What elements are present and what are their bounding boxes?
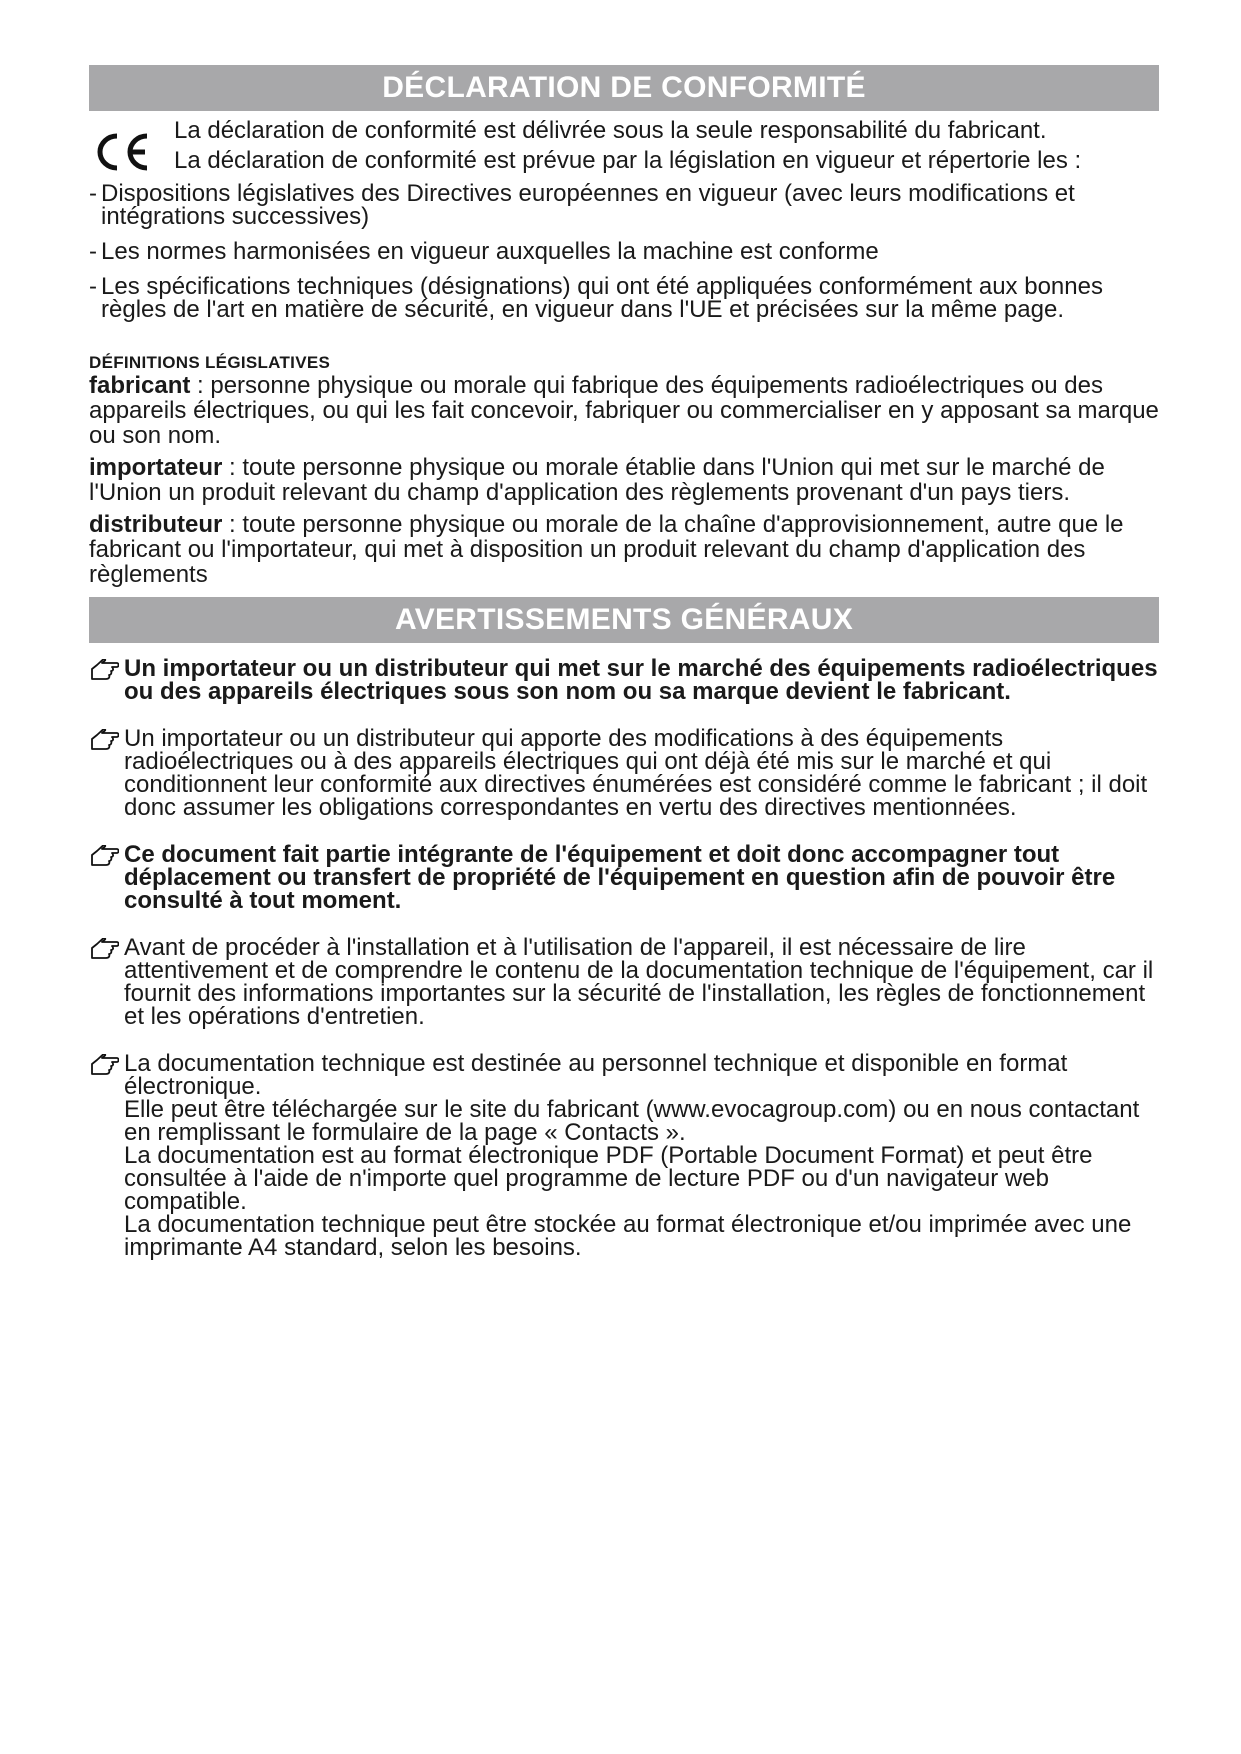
warning-item: [89, 727, 1159, 819]
warning-text: Un importateur ou un distributeur qui met sur le marché des équipements radioélectriques ou des appareils électriques sous son nom ou sa marque devient le fabricant.: [124, 655, 1158, 705]
list-item: - Les normes harmonisées en vigueur auxquelles la machine est conforme: [89, 238, 879, 265]
warnings-list: [89, 657, 1159, 1259]
warning-item: [89, 936, 1159, 1028]
list-item: - Les spécifications techniques (désignations) qui ont été appliquées conformément aux bonnes règles de l'art en matière de sécurité, en vigueur dans l'UE et précisées sur la même page.: [89, 273, 1103, 323]
warning-text: La documentation technique est destinée au personnel technique et disponible en format électronique.: [124, 1050, 1068, 1100]
definition-term: fabricant: [89, 372, 191, 399]
definition-fabricant: [89, 373, 1159, 448]
warning-text: Elle peut être téléchargée sur le site du fabricant (www.evocagroup.com) ou en nous contactant en remplissant le formulaire de la page « Contacts ».: [124, 1096, 1140, 1146]
list-item: - Dispositions législatives des Directives européennes en vigueur (avec leurs modifications et intégrations successives): [89, 180, 1075, 230]
declaration-item-text: Dispositions législatives des Directives européennes en vigueur (avec leurs modifications et intégrations successives): [101, 180, 1075, 230]
warning-text: Ce document fait partie intégrante de l'équipement et doit donc accompagner tout déplacement ou transfert de propriété de l'équipement en question afin de pouvoir être consulté à tout moment.: [124, 841, 1116, 914]
definition-text: : toute personne physique ou morale de la chaîne d'approvisionnement, autre que le fabricant ou l'importateur, qui met à disposition un produit relevant du champ d'application des règlements: [89, 511, 1124, 588]
warning-item: [89, 657, 1159, 703]
definition-text: : personne physique ou morale qui fabrique des équipements radioélectriques ou des appareils électriques, ou qui les fait concevoir, fabriquer ou commercialiser en y apposant sa marque ou son nom.: [89, 372, 1159, 449]
definitions-heading: DÉFINITIONS LÉGISLATIVES: [89, 353, 331, 372]
warning-item: [89, 843, 1159, 912]
warning-text: Un importateur ou un distributeur qui apporte des modifications à des équipements radioélectriques ou à des appareils électriques qui ont déjà été mis sur le marché et qui conditionnent leur conformité aux directives énumérées est considéré comme le fabricant ; il doit donc assumer les obligations correspondantes en vertu des directives mentionnées.: [124, 725, 1148, 821]
pointing-hand-icon: [89, 938, 119, 960]
warning-text: Avant de procéder à l'installation et à l'utilisation de l'appareil, il est nécessaire de lire attentivement et de comprendre le contenu de la documentation technique de l'équipement, car il fournit des informations importantes sur la sécurité de l'installation, les règles de fonctionnement et les opérations d'entretien.: [124, 934, 1154, 1030]
document-page: [89, 65, 1159, 1283]
ce-declaration-block: [89, 119, 1159, 172]
warnings-title: AVERTISSEMENTS GÉNÉRAUX: [89, 597, 1159, 643]
declaration-intro-2: La déclaration de conformité est prévue par la législation en vigueur et répertorie les :: [174, 147, 1082, 174]
declaration-intro-1: La déclaration de conformité est délivrée sous la seule responsabilité du fabricant.: [174, 117, 1047, 144]
declaration-title: DÉCLARATION DE CONFORMITÉ: [89, 65, 1159, 111]
pointing-hand-icon: [89, 1054, 119, 1076]
warning-text: La documentation technique peut être stockée au format électronique et/ou imprimée avec une imprimante A4 standard, selon les besoins.: [124, 1211, 1132, 1261]
pointing-hand-icon: [89, 845, 119, 867]
warning-text: La documentation est au format électronique PDF (Portable Document Format) et peut être consultée à l'aide de n'importe quel programme de lecture PDF ou d'un navigateur web compatible.: [124, 1142, 1093, 1215]
definition-text: : toute personne physique ou morale établie dans l'Union qui met sur le marché de l'Union un produit relevant du champ d'application des règlements provenant d'un pays tiers.: [89, 454, 1105, 506]
pointing-hand-icon: [89, 659, 119, 681]
definition-term: importateur: [89, 454, 223, 481]
ce-mark-icon: [91, 131, 153, 173]
pointing-hand-icon: [89, 729, 119, 751]
definition-importateur: [89, 455, 1159, 505]
declaration-item-text: Les normes harmonisées en vigueur auxquelles la machine est conforme: [101, 238, 879, 265]
declaration-item-text: Les spécifications techniques (désignations) qui ont été appliquées conformément aux bonnes règles de l'art en matière de sécurité, en vigueur dans l'UE et précisées sur la même page.: [101, 273, 1103, 323]
definition-term: distributeur: [89, 511, 223, 538]
declaration-list: [89, 182, 1159, 321]
warning-item: [89, 1052, 1159, 1259]
definition-distributeur: [89, 512, 1159, 587]
